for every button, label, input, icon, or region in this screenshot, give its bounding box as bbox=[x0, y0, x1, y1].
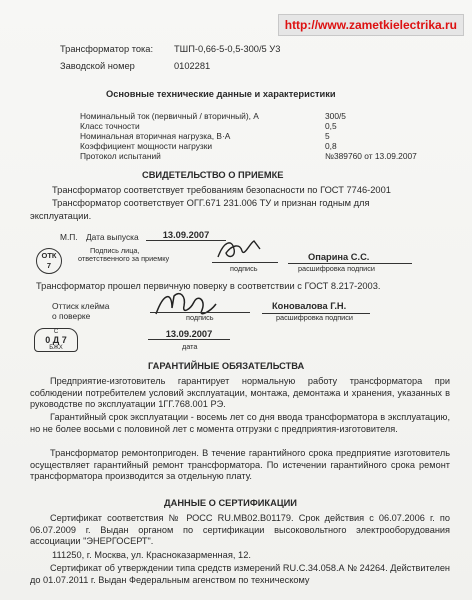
spec-value: 5 bbox=[325, 131, 330, 141]
serial-value: 0102281 bbox=[174, 61, 211, 71]
stamp-box-bot: БЖХ bbox=[49, 345, 63, 351]
spec-value: 300/5 bbox=[325, 111, 346, 121]
issue-date-label: Дата выпуска bbox=[86, 232, 139, 242]
certification-para-2: Сертификат об утверждении типа средств измерений RU.C.34.058.А № 24264. Действителен до 01.07.2011 г. Выдан Федеральным агенством по техническому bbox=[30, 563, 451, 585]
verifier-signature-caption: подпись bbox=[186, 313, 214, 322]
spec-label: Номинальная вторичная нагрузка, В·А bbox=[80, 131, 231, 141]
spec-label: Протокол испытаний bbox=[80, 151, 161, 161]
verification-date-value: 13.09.2007 bbox=[148, 329, 230, 340]
acceptance-title: СВИДЕТЕЛЬСТВО О ПРИЕМКЕ bbox=[142, 170, 284, 180]
spec-label: Класс точности bbox=[80, 121, 140, 131]
warranty-para-3: Трансформатор ремонтопригоден. В течение гарантийного срока предприятие изготовитель осуществляет гарантийный ремонт трансформатора. По истечении гарантийного срока ремонт трансформатора производится за отдельную плату. bbox=[30, 448, 450, 482]
warranty-para-2: Гарантийный срок эксплуатации - восемь лет со дня ввода трансформатора в эксплуатацию, но не более восьми с половиной лет с момента отгрузки с предприятия-изготовителя. bbox=[30, 412, 450, 434]
stamp-box-mid: 0 Д 7 bbox=[45, 335, 67, 345]
verification-date-caption: дата bbox=[182, 342, 198, 351]
otk-stamp bbox=[36, 248, 62, 274]
acceptance-para-2-end: эксплуатации. bbox=[30, 211, 92, 221]
otk-stamp-number: 7 bbox=[46, 261, 52, 270]
verification-text: Трансформатор прошел первичную поверку в соответствии с ГОСТ 8.217-2003. bbox=[36, 281, 381, 291]
signature-line bbox=[212, 262, 278, 263]
certification-title: ДАННЫЕ О СЕРТИФИКАЦИИ bbox=[164, 498, 297, 508]
specs-title: Основные технические данные и характеристики bbox=[106, 89, 336, 99]
certification-para-1: Сертификат соответствия № РОСС RU.МВ02.В01179. Срок действия с 06.07.2006 г. по 06.07.2009 г. Выдан органом по сертификации высоковольтного электрооборудования ассоциации "ЭНЕРГОСЕРТ". bbox=[30, 513, 450, 547]
verifier-name: Коновалова Г.Н. bbox=[272, 301, 347, 311]
spec-label: Коэффициент мощности нагрузки bbox=[80, 141, 213, 151]
warranty-title: ГАРАНТИЙНЫЕ ОБЯЗАТЕЛЬСТВА bbox=[148, 361, 305, 371]
acceptance-signature bbox=[214, 235, 274, 263]
site-watermark[interactable]: http://www.zametkielectrika.ru bbox=[278, 14, 464, 36]
mp-label: М.П. bbox=[60, 232, 78, 242]
otk-stamp-text: ОТК bbox=[41, 251, 57, 260]
certification-address: 111250, г. Москва, ул. Красноказарменная, 12. bbox=[52, 550, 251, 560]
serial-label: Заводской номер bbox=[60, 61, 135, 71]
decode-caption: расшифровка подписи bbox=[298, 264, 375, 273]
signature-caption: подпись bbox=[230, 264, 258, 273]
verifier-decode-caption: расшифровка подписи bbox=[276, 313, 353, 322]
warranty-para-1: Предприятие-изготовитель гарантирует нормальную работу трансформатора при соблюдении потребителем условий эксплуатации, монтажа, демонтажа и хранения, указанных в руководстве по эксплуатации 1ГГ.768.001 РЭ. bbox=[30, 376, 450, 410]
transformer-type-label: Трансформатор тока: bbox=[60, 44, 154, 54]
stamp-box-top: С bbox=[53, 329, 59, 335]
spec-value: 0,5 bbox=[325, 121, 337, 131]
stamp-label-2: о поверке bbox=[52, 311, 91, 321]
responsible-label-2: ответственного за приемку bbox=[78, 254, 170, 263]
responsible-name: Опарина С.С. bbox=[308, 252, 370, 262]
transformer-type-value: ТШП-0,66-5-0,5-300/5 У3 bbox=[174, 44, 281, 54]
spec-value: 0,8 bbox=[325, 141, 337, 151]
acceptance-para-2: Трансформатор соответствует ОГГ.671 231.006 ТУ и признан годным для bbox=[52, 198, 370, 208]
issue-date-value: 13.09.2007 bbox=[146, 230, 226, 241]
acceptance-para-1: Трансформатор соответствует требованиям безопасности по ГОСТ 7746-2001 bbox=[52, 185, 391, 195]
stamp-label-1: Оттиск клейма bbox=[52, 301, 110, 311]
responsible-label-1: Подпись лица, bbox=[90, 246, 140, 255]
verification-stamp bbox=[34, 328, 78, 352]
spec-label: Номинальный ток (первичный / вторичный), А bbox=[80, 111, 259, 121]
spec-value: №389760 от 13.09.2007 bbox=[325, 151, 417, 161]
